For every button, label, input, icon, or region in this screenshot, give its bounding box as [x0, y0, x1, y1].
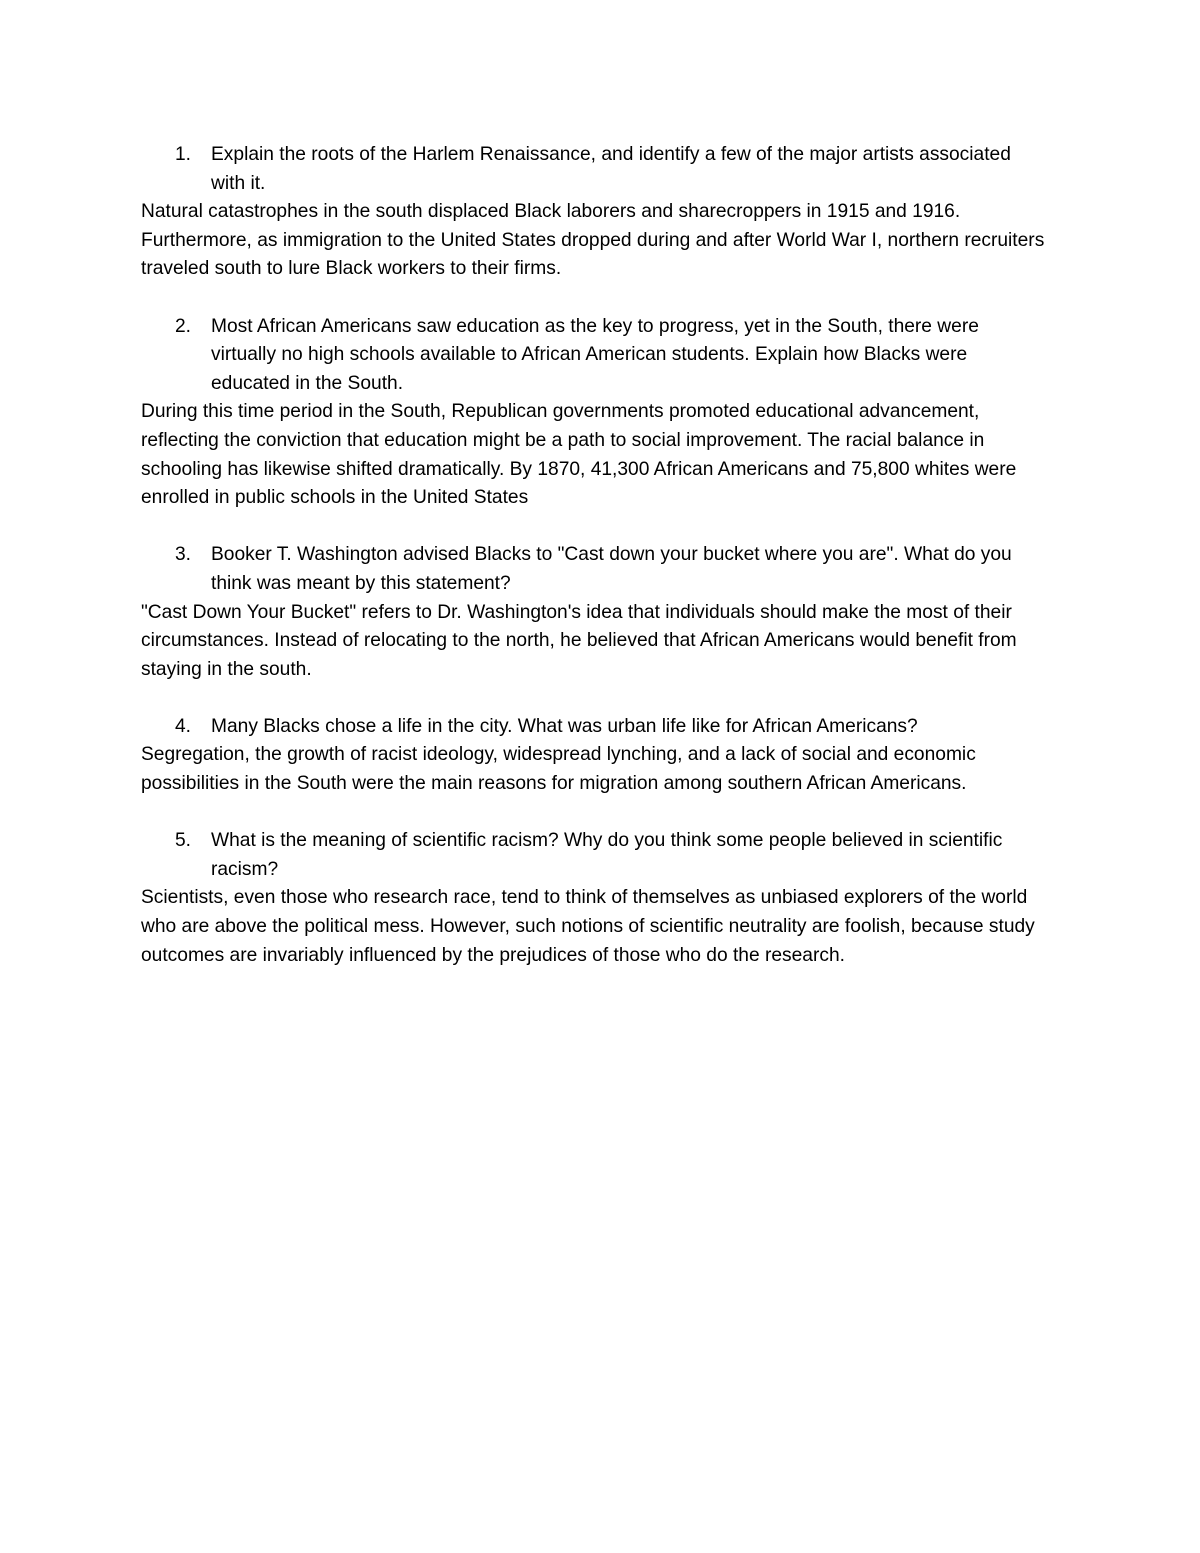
- document-body: [141, 141, 1061, 999]
- answer-3: "Cast Down Your Bucket" refers to Dr. Washington's idea that individuals should make the most of their circumstances. Instead of relocating to the north, he believed that African Americans would benefit from staying in the south.: [141, 601, 1017, 680]
- qa-item-3: [141, 541, 1061, 684]
- question-text: Most African Americans saw education as the key to progress, yet in the South, there were virtually no high schools available to African American students. Explain how Blacks were educated in the South.: [211, 315, 979, 394]
- question-4: [141, 713, 1061, 742]
- question-number: 1.: [175, 144, 192, 165]
- answer-4: Segregation, the growth of racist ideology, widespread lynching, and a lack of social and economic possibilities in the South were the main reasons for migration among southern African Americans.: [141, 744, 976, 795]
- answer-2: During this time period in the South, Republican governments promoted educational advancement, reflecting the conviction that education might be a path to social improvement. The racial balance in schooling has likewise shifted dramatically. By 1870, 41,300 African Americans and 75,800 whites were enrolled in public schools in the United States: [141, 401, 1017, 509]
- answer-5: Scientists, even those who research race, tend to think of themselves as unbiased explorers of the world who are above the political mess. However, such notions of scientific neutrality are foolish, because study outcomes are invariably influenced by the prejudices of those who do the research.: [141, 887, 1035, 966]
- question-number: 5.: [175, 830, 192, 852]
- qa-item-5: [141, 827, 1061, 970]
- question-number: 2.: [175, 315, 192, 337]
- question-1: [141, 141, 1061, 198]
- qa-item-4: [141, 713, 1061, 799]
- question-number: 4.: [175, 715, 192, 737]
- question-number: 3.: [175, 544, 192, 566]
- question-2: [141, 313, 1061, 399]
- qa-item-1: [141, 141, 1061, 284]
- question-text: Explain the roots of the Harlem Renaissance, and identify a few of the major artists associated with it.: [211, 144, 1011, 194]
- question-text: What is the meaning of scientific racism? Why do you think some people believed in scientific racism?: [211, 830, 1003, 880]
- question-5: [141, 827, 1061, 884]
- question-3: [141, 541, 1061, 598]
- qa-item-2: [141, 313, 1061, 513]
- answer-1: Natural catastrophes in the south displaced Black laborers and sharecroppers in 1915 and 1916. Furthermore, as immigration to the United States dropped during and after World War I, northern recruiters traveled south to lure Black workers to their firms.: [141, 201, 1045, 280]
- question-text: Booker T. Washington advised Blacks to "Cast down your bucket where you are". What do you think was meant by this statement?: [211, 544, 1012, 594]
- question-text: Many Blacks chose a life in the city. What was urban life like for African Americans?: [211, 715, 918, 737]
